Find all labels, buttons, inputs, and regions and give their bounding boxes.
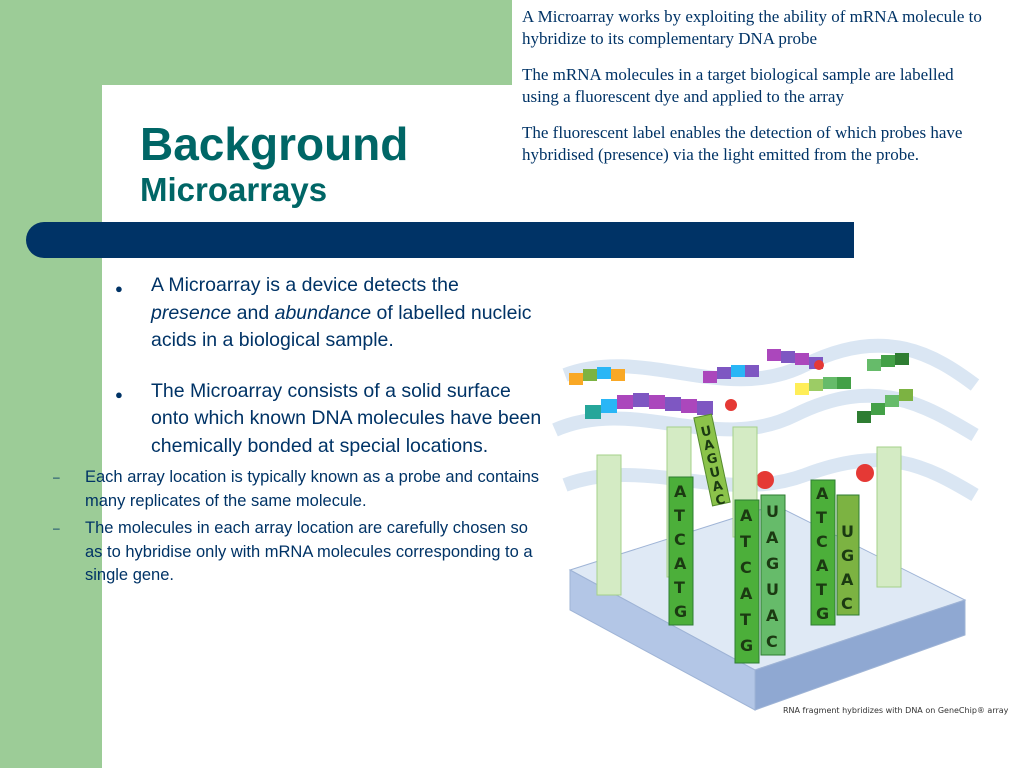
svg-text:C: C — [714, 492, 727, 509]
svg-text:A: A — [674, 482, 687, 501]
probe-column — [811, 480, 835, 625]
slide-title-main: Background — [140, 118, 409, 170]
svg-text:T: T — [816, 580, 827, 599]
svg-text:A: A — [841, 570, 854, 589]
bullet-text: A Microarray is a device detects the — [151, 274, 459, 296]
probe-column — [761, 495, 785, 655]
probe-column — [735, 500, 759, 663]
sub-bullet-text: The molecules in each array location are carefully chosen so as to hybridise only with mRNA molecules corresponding to a single gene. — [85, 519, 533, 584]
svg-text:A: A — [674, 554, 687, 573]
sub-bullet-item — [0, 466, 542, 513]
bullet-dot: ● — [115, 281, 123, 296]
svg-text:U: U — [841, 522, 854, 541]
svg-text:U: U — [699, 423, 714, 441]
svg-text:U: U — [766, 580, 779, 599]
bullet-list — [53, 272, 542, 592]
svg-text:G: G — [740, 636, 754, 655]
svg-text:A: A — [702, 437, 716, 455]
svg-text:T: T — [740, 610, 751, 629]
svg-text:C: C — [816, 532, 828, 551]
svg-text:C: C — [674, 530, 686, 549]
note-paragraph: The mRNA molecules in a target biological sample are labelled using a fluorescent dye and applied to the array — [522, 65, 954, 106]
slide-title — [140, 118, 408, 210]
bullet-item — [112, 272, 542, 355]
svg-text:A: A — [766, 528, 779, 547]
svg-text:T: T — [674, 506, 685, 525]
svg-text:T: T — [740, 532, 751, 551]
probe-column — [837, 495, 859, 615]
svg-text:G: G — [816, 604, 830, 623]
notes-panel — [522, 6, 992, 180]
svg-text:U: U — [766, 502, 779, 521]
svg-text:C: C — [766, 632, 778, 651]
sidebar-green — [0, 0, 102, 768]
svg-text:T: T — [816, 508, 827, 527]
svg-text:A: A — [740, 584, 753, 603]
bullet-item — [112, 378, 542, 461]
bullet-dot: ● — [115, 386, 123, 402]
svg-text:G: G — [705, 450, 720, 468]
sub-bullet-dash: – — [53, 470, 60, 484]
svg-text:A: A — [740, 506, 753, 525]
sub-bullet-text: Each array location is typically known as a probe and contains many replicates of the same molecule. — [85, 468, 539, 510]
sub-bullet-dash: – — [53, 521, 60, 535]
emphasis-abundance: abundance — [274, 301, 372, 324]
header-green-block — [102, 0, 512, 85]
svg-text:G: G — [766, 554, 780, 573]
svg-text:A: A — [816, 484, 829, 503]
svg-text:T: T — [674, 578, 685, 597]
svg-text:C: C — [740, 558, 752, 577]
figure-caption: RNA fragment hybridizes with DNA on GeneChip® array — [783, 706, 1009, 715]
microarray-illustration — [555, 335, 1009, 725]
slide-title-sub: Microarrays — [140, 171, 328, 208]
svg-text:C: C — [841, 594, 853, 613]
sub-bullet-item — [0, 517, 542, 588]
note-paragraph: The fluorescent label enables the detection of which probes have hybridised (presence) via the light emitted from the probe. — [522, 123, 963, 164]
probe-column — [669, 477, 693, 625]
svg-text:U: U — [708, 464, 722, 482]
svg-text:G: G — [674, 602, 688, 621]
note-paragraph: A Microarray works by exploiting the ability of mRNA molecule to hybridize to its complementary DNA probe — [522, 7, 982, 48]
emphasis-presence: presence — [151, 301, 232, 324]
title-divider-band — [26, 222, 854, 258]
svg-text:A: A — [766, 606, 779, 625]
svg-text:A: A — [711, 478, 725, 496]
bullet-text: of labelled nucleic acids in a biological sample. — [151, 301, 532, 351]
rna-strand — [867, 353, 909, 371]
svg-text:G: G — [841, 546, 855, 565]
bullet-text: and — [231, 301, 275, 324]
bullet-text: The Microarray consists of a solid surface onto which known DNA molecules have been chemically bonded at special locations. — [151, 379, 542, 457]
svg-text:A: A — [816, 556, 829, 575]
